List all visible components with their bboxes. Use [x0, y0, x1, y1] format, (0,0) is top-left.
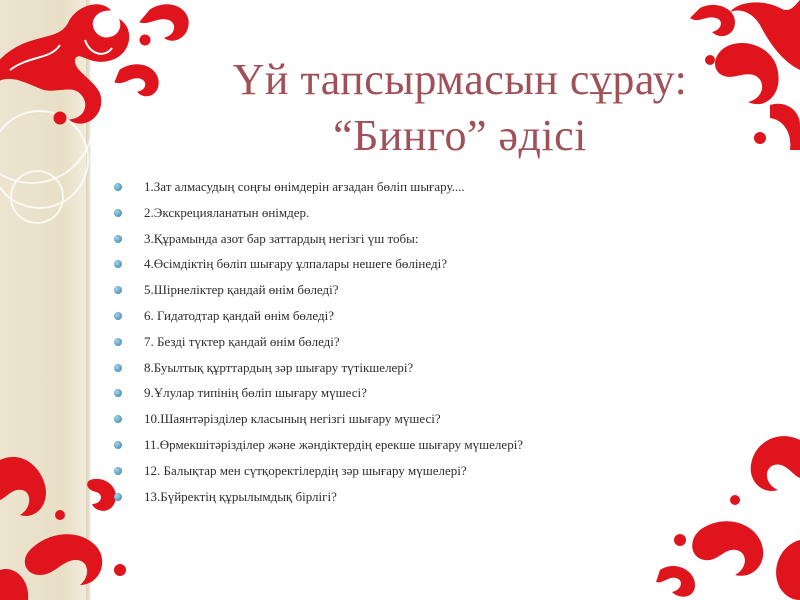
bullet-icon — [114, 260, 122, 268]
list-item — [112, 355, 712, 381]
list-item-text: 9.Ұлулар типінің бөліп шығару мүшесі? — [144, 385, 367, 401]
bullet-icon — [114, 493, 122, 501]
bullet-icon — [114, 415, 122, 423]
slide-title — [150, 52, 770, 164]
list-item — [112, 200, 712, 226]
list-item — [112, 432, 712, 458]
bullet-icon — [114, 312, 122, 320]
bullet-icon — [114, 183, 122, 191]
list-item-text: 2.Экскрецияланатын өнімдер. — [144, 204, 310, 220]
list-item-text: 1.Зат алмасудың соңғы өнімдерін ағзадан бөліп шығару.... — [144, 179, 465, 194]
bullet-icon — [114, 467, 122, 475]
list-item-text: 11.Өрмекшітәрізділер және жәндіктердің ерекше шығару мүшелері? — [144, 436, 524, 452]
bullet-icon — [114, 338, 122, 346]
list-item-text: 5.Шірнеліктер қандай өнім бөледі? — [144, 282, 339, 298]
title-line-2: “Бинго” әдісі — [333, 111, 587, 160]
bullet-icon — [114, 389, 122, 397]
title-line-1: Үй тапсырмасын сұрау: — [232, 55, 688, 104]
list-item-text: 8.Буылтық құрттардың зәр шығару түтікшелері? — [144, 359, 414, 375]
list-item — [112, 277, 712, 303]
list-item — [112, 174, 712, 200]
bullet-icon — [114, 364, 122, 372]
list-item-text: 4.Өсімдіктің бөліп шығару ұлпалары нешеге бөлінеді? — [144, 256, 447, 272]
bullet-icon — [114, 441, 122, 449]
list-item — [112, 251, 712, 277]
list-item-text: 3.Құрамында азот бар заттардың негізгі үш тобы: — [144, 230, 419, 246]
list-item — [112, 484, 712, 510]
list-item — [112, 458, 712, 484]
list-item — [112, 303, 712, 329]
list-item-text: 12. Балықтар мен сүтқоректілердің зәр шығару мүшелері? — [144, 462, 467, 478]
bullet-icon — [114, 209, 122, 217]
bullet-icon — [114, 286, 122, 294]
list-item-text: 7. Безді түктер қандай өнім бөледі? — [144, 333, 340, 349]
list-item — [112, 226, 712, 252]
list-item — [112, 406, 712, 432]
bullet-icon — [114, 235, 122, 243]
list-item-text: 13.Бүйректің құрылымдық бірлігі? — [144, 488, 337, 504]
decorative-circle — [10, 170, 64, 224]
question-list — [112, 174, 712, 509]
list-item — [112, 329, 712, 355]
list-item-text: 6. Гидатодтар қандай өнім бөледі? — [144, 307, 335, 323]
list-item-text: 10.Шаянтәрізділер класының негізгі шығару мүшесі? — [144, 411, 441, 427]
list-item — [112, 380, 712, 406]
